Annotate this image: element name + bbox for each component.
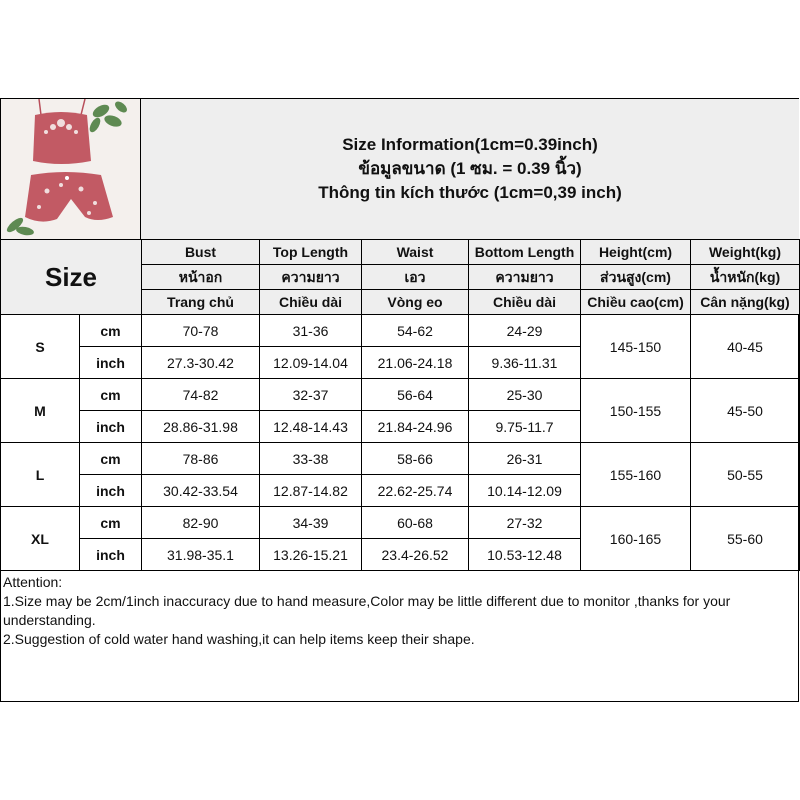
table-cell: 12.09-14.04 bbox=[260, 347, 362, 379]
size-m-label: M bbox=[1, 379, 80, 443]
table-cell: 10.14-12.09 bbox=[469, 475, 581, 507]
table-cell: 56-64 bbox=[362, 379, 469, 411]
col-bust-en: Bust bbox=[142, 240, 260, 265]
col-height-th: ส่วนสูง(cm) bbox=[581, 265, 691, 290]
table-cell: 30.42-33.54 bbox=[142, 475, 260, 507]
size-xl-label: XL bbox=[1, 507, 80, 571]
col-bottom-length-en: Bottom Length bbox=[469, 240, 581, 265]
table-cell: 9.36-11.31 bbox=[469, 347, 581, 379]
table-cell: 21.84-24.96 bbox=[362, 411, 469, 443]
table-cell: 58-66 bbox=[362, 443, 469, 475]
product-photo bbox=[1, 99, 140, 239]
title-vietnamese: Thông tin kích thước (1cm=0,39 inch) bbox=[318, 183, 622, 202]
unit-cm: cm bbox=[80, 315, 142, 347]
table-cell: 21.06-24.18 bbox=[362, 347, 469, 379]
col-top-length-vi: Chiều dài bbox=[260, 290, 362, 315]
col-waist-vi: Vòng eo bbox=[362, 290, 469, 315]
table-cell: 10.53-12.48 bbox=[469, 539, 581, 571]
col-top-length-en: Top Length bbox=[260, 240, 362, 265]
title-english: Size Information(1cm=0.39inch) bbox=[342, 135, 598, 154]
col-bottom-length-vi: Chiều dài bbox=[469, 290, 581, 315]
col-weight-th: น้ำหนัก(kg) bbox=[691, 265, 800, 290]
table-cell: 22.62-25.74 bbox=[362, 475, 469, 507]
col-weight-vi: Cân nặng(kg) bbox=[691, 290, 800, 315]
size-m-weight: 45-50 bbox=[691, 379, 800, 443]
attention-notes bbox=[3, 573, 795, 649]
size-xl-weight: 55-60 bbox=[691, 507, 800, 571]
table-cell: 25-30 bbox=[469, 379, 581, 411]
table-cell: 12.48-14.43 bbox=[260, 411, 362, 443]
table-cell: 13.26-15.21 bbox=[260, 539, 362, 571]
col-bust-th: หน้าอก bbox=[142, 265, 260, 290]
col-height-vi: Chiều cao(cm) bbox=[581, 290, 691, 315]
table-cell: 28.86-31.98 bbox=[142, 411, 260, 443]
size-s-weight: 40-45 bbox=[691, 315, 800, 379]
size-m-height: 150-155 bbox=[581, 379, 691, 443]
title-thai: ข้อมูลขนาด (1 ซม. = 0.39 นิ้ว) bbox=[358, 159, 582, 178]
unit-inch: inch bbox=[80, 539, 142, 571]
table-cell: 33-38 bbox=[260, 443, 362, 475]
unit-cm: cm bbox=[80, 379, 142, 411]
size-l-weight: 50-55 bbox=[691, 443, 800, 507]
table-cell: 32-37 bbox=[260, 379, 362, 411]
table-cell: 31.98-35.1 bbox=[142, 539, 260, 571]
table-cell: 12.87-14.82 bbox=[260, 475, 362, 507]
size-s-label: S bbox=[1, 315, 80, 379]
table-cell: 23.4-26.52 bbox=[362, 539, 469, 571]
note-line-1: 1.Size may be 2cm/1inch inaccuracy due to hand measure,Color may be little different due to monitor ,thanks for your understanding. bbox=[3, 593, 731, 628]
pajama-set-image bbox=[1, 99, 140, 239]
table-cell: 31-36 bbox=[260, 315, 362, 347]
table-cell: 82-90 bbox=[142, 507, 260, 539]
table-cell: 74-82 bbox=[142, 379, 260, 411]
table-cell: 24-29 bbox=[469, 315, 581, 347]
table-cell: 60-68 bbox=[362, 507, 469, 539]
col-waist-en: Waist bbox=[362, 240, 469, 265]
table-cell: 27-32 bbox=[469, 507, 581, 539]
table-cell: 78-86 bbox=[142, 443, 260, 475]
size-s-height: 145-150 bbox=[581, 315, 691, 379]
col-bottom-length-th: ความยาว bbox=[469, 265, 581, 290]
size-l-label: L bbox=[1, 443, 80, 507]
size-table bbox=[0, 239, 800, 571]
table-cell: 26-31 bbox=[469, 443, 581, 475]
col-waist-th: เอว bbox=[362, 265, 469, 290]
unit-cm: cm bbox=[80, 507, 142, 539]
table-cell: 70-78 bbox=[142, 315, 260, 347]
size-info-title bbox=[140, 99, 799, 239]
col-height-en: Height(cm) bbox=[581, 240, 691, 265]
table-cell: 27.3-30.42 bbox=[142, 347, 260, 379]
col-weight-en: Weight(kg) bbox=[691, 240, 800, 265]
unit-inch: inch bbox=[80, 475, 142, 507]
size-header: Size bbox=[1, 240, 142, 315]
unit-inch: inch bbox=[80, 347, 142, 379]
col-top-length-th: ความยาว bbox=[260, 265, 362, 290]
table-cell: 34-39 bbox=[260, 507, 362, 539]
col-bust-vi: Trang chủ bbox=[142, 290, 260, 315]
note-line-2: 2.Suggestion of cold water hand washing,it can help items keep their shape. bbox=[3, 631, 475, 647]
attention-heading: Attention: bbox=[3, 574, 63, 590]
unit-inch: inch bbox=[80, 411, 142, 443]
table-cell: 9.75-11.7 bbox=[469, 411, 581, 443]
table-cell: 54-62 bbox=[362, 315, 469, 347]
size-xl-height: 160-165 bbox=[581, 507, 691, 571]
unit-cm: cm bbox=[80, 443, 142, 475]
size-l-height: 155-160 bbox=[581, 443, 691, 507]
